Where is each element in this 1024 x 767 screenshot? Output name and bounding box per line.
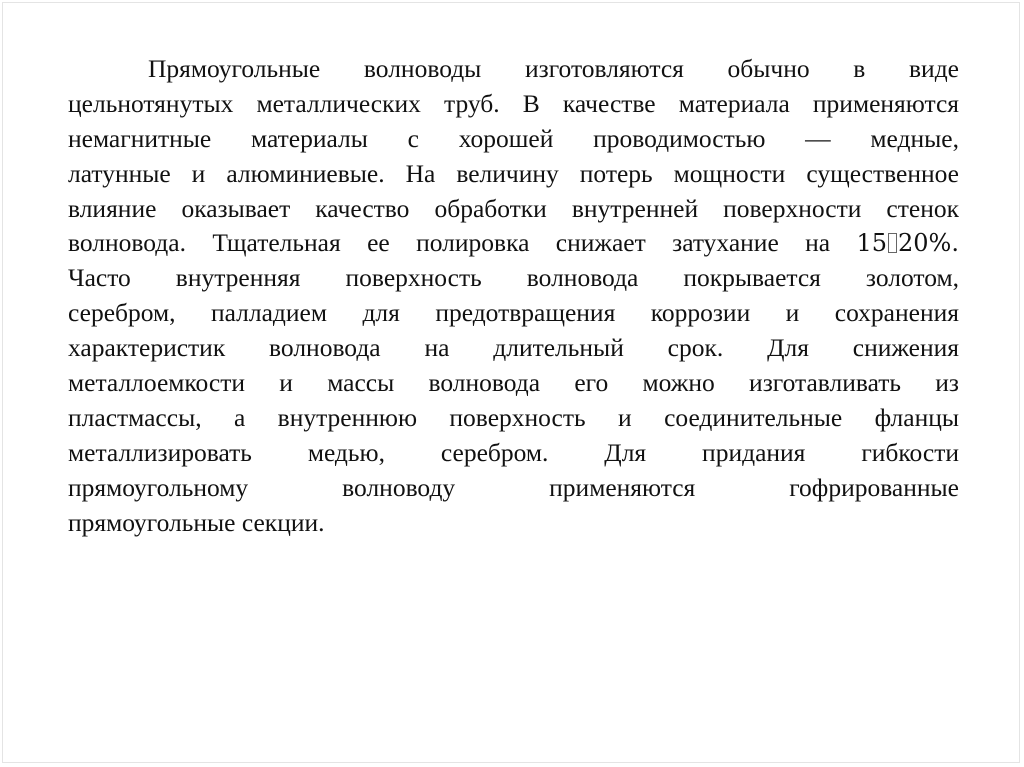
text-line-with-range [68,226,959,261]
text-line: пластмассы, а внутреннюю поверхность и соединительные фланцы [68,402,959,432]
body-paragraph [68,52,959,540]
text-line: цельнотянутых металлических труб. В качестве материала применяются [68,88,959,118]
text-line: металлизировать медью, серебром. Для придания гибкости [68,437,959,467]
range-to: 20%. [898,229,959,258]
text-line: прямоугольные секции. [68,507,325,537]
text-line: металлоемкости и массы волновода его можно изготавливать из [68,368,959,398]
range-dash-box [888,233,897,253]
text-line-segment: волновода. Тщательная ее полировка снижает затухание на [68,228,831,258]
range-from: 15 [856,229,888,258]
text-line: серебром, палладием для предотвращения коррозии и сохранения [68,298,959,328]
text-line: влияние оказывает качество обработки внутренней поверхности стенок [68,193,959,223]
text-line: немагнитные материалы с хорошей проводимостью — медные, [68,123,959,153]
text-line: прямоугольному волноводу применяются гофрированные [68,472,959,502]
text-line: латунные и алюминиевые. На величину потерь мощности существенное [68,158,959,188]
text-line: характеристик волновода на длительный срок. Для снижения [68,333,959,363]
text-line: Часто внутренняя поверхность волновода покрывается золотом, [68,263,959,293]
text-line: Прямоугольные волноводы изготовляются обычно в виде [148,54,959,83]
attenuation-range [856,229,959,257]
